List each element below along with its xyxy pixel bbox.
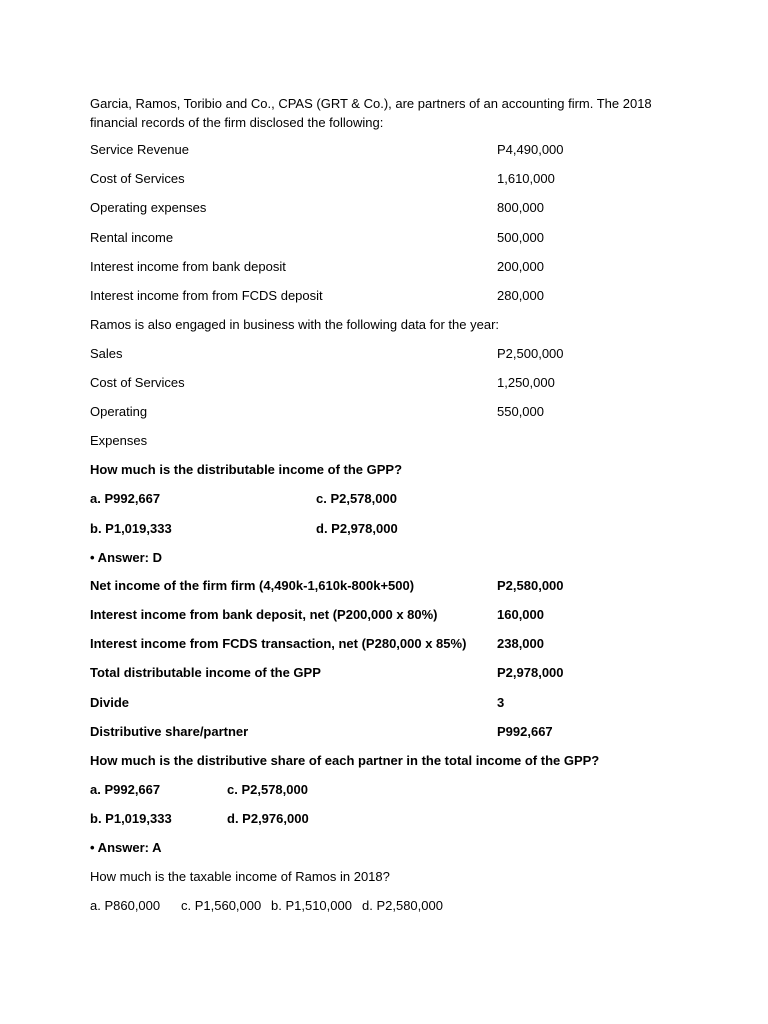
solution-label: Interest income from FCDS transaction, net (P280,000 x 85%): [90, 636, 467, 651]
ramos-item-value: 550,000: [497, 404, 544, 419]
solution-value: 238,000: [497, 636, 544, 651]
q2-option-a: a. P992,667: [90, 782, 161, 797]
firm-item-value: 280,000: [497, 288, 544, 303]
q1-option-a: a. P992,667: [90, 491, 161, 506]
intro-paragraph: Garcia, Ramos, Toribio and Co., CPAS (GRT & Co.), are partners of an accounting firm. The 2018 financial records of the firm disclosed the following:: [90, 96, 652, 130]
firm-item-label: Service Revenue: [90, 142, 189, 157]
firm-item-value: 1,610,000: [497, 171, 555, 186]
solution-label: Distributive share/partner: [90, 724, 249, 739]
firm-item-value: 500,000: [497, 230, 544, 245]
question-3: How much is the taxable income of Ramos in 2018?: [90, 869, 390, 884]
firm-item-value: P4,490,000: [497, 142, 564, 157]
q2-answer: • Answer: A: [90, 840, 162, 855]
ramos-item-value: P2,500,000: [497, 346, 564, 361]
solution-label: Interest income from bank deposit, net (P200,000 x 80%): [90, 607, 438, 622]
q3-option-c: c. P1,560,000: [181, 898, 262, 913]
ramos-item-label: Sales: [90, 346, 123, 361]
solution-value: P2,580,000: [497, 578, 564, 593]
q3-option-a: a. P860,000: [90, 898, 161, 913]
q2-option-d: d. P2,976,000: [227, 811, 309, 826]
solution-label: Total distributable income of the GPP: [90, 665, 321, 680]
q2-option-b: b. P1,019,333: [90, 811, 172, 826]
q1-answer: • Answer: D: [90, 550, 162, 565]
solution-value: 160,000: [497, 607, 544, 622]
question-1: How much is the distributable income of the GPP?: [90, 462, 403, 477]
q1-option-d: d. P2,978,000: [316, 521, 398, 536]
question-2: How much is the distributive share of each partner in the total income of the GPP?: [90, 753, 600, 768]
firm-item-label: Interest income from from FCDS deposit: [90, 288, 323, 303]
q2-option-c: c. P2,578,000: [227, 782, 308, 797]
q3-option-b: b. P1,510,000: [271, 898, 352, 913]
solution-label: Net income of the firm firm (4,490k-1,610k-800k+500): [90, 578, 415, 593]
firm-item-label: Interest income from bank deposit: [90, 259, 286, 274]
solution-value: P2,978,000: [497, 665, 564, 680]
ramos-intro: Ramos is also engaged in business with the following data for the year:: [90, 317, 500, 332]
ramos-item-value: 1,250,000: [497, 375, 555, 390]
solution-label: Divide: [90, 695, 130, 710]
firm-item-label: Cost of Services: [90, 171, 185, 186]
firm-item-label: Rental income: [90, 230, 174, 245]
firm-item-value: 800,000: [497, 200, 544, 215]
q3-option-d: d. P2,580,000: [362, 898, 443, 913]
ramos-item-label: Cost of Services: [90, 375, 185, 390]
firm-item-value: 200,000: [497, 259, 544, 274]
solution-value: P992,667: [497, 724, 553, 739]
q1-option-c: c. P2,578,000: [316, 491, 397, 506]
ramos-item-label: Expenses: [90, 433, 148, 448]
solution-value: 3: [497, 695, 505, 710]
firm-item-label: Operating expenses: [90, 200, 207, 215]
q1-option-b: b. P1,019,333: [90, 521, 172, 536]
ramos-item-label: Operating: [90, 404, 148, 419]
